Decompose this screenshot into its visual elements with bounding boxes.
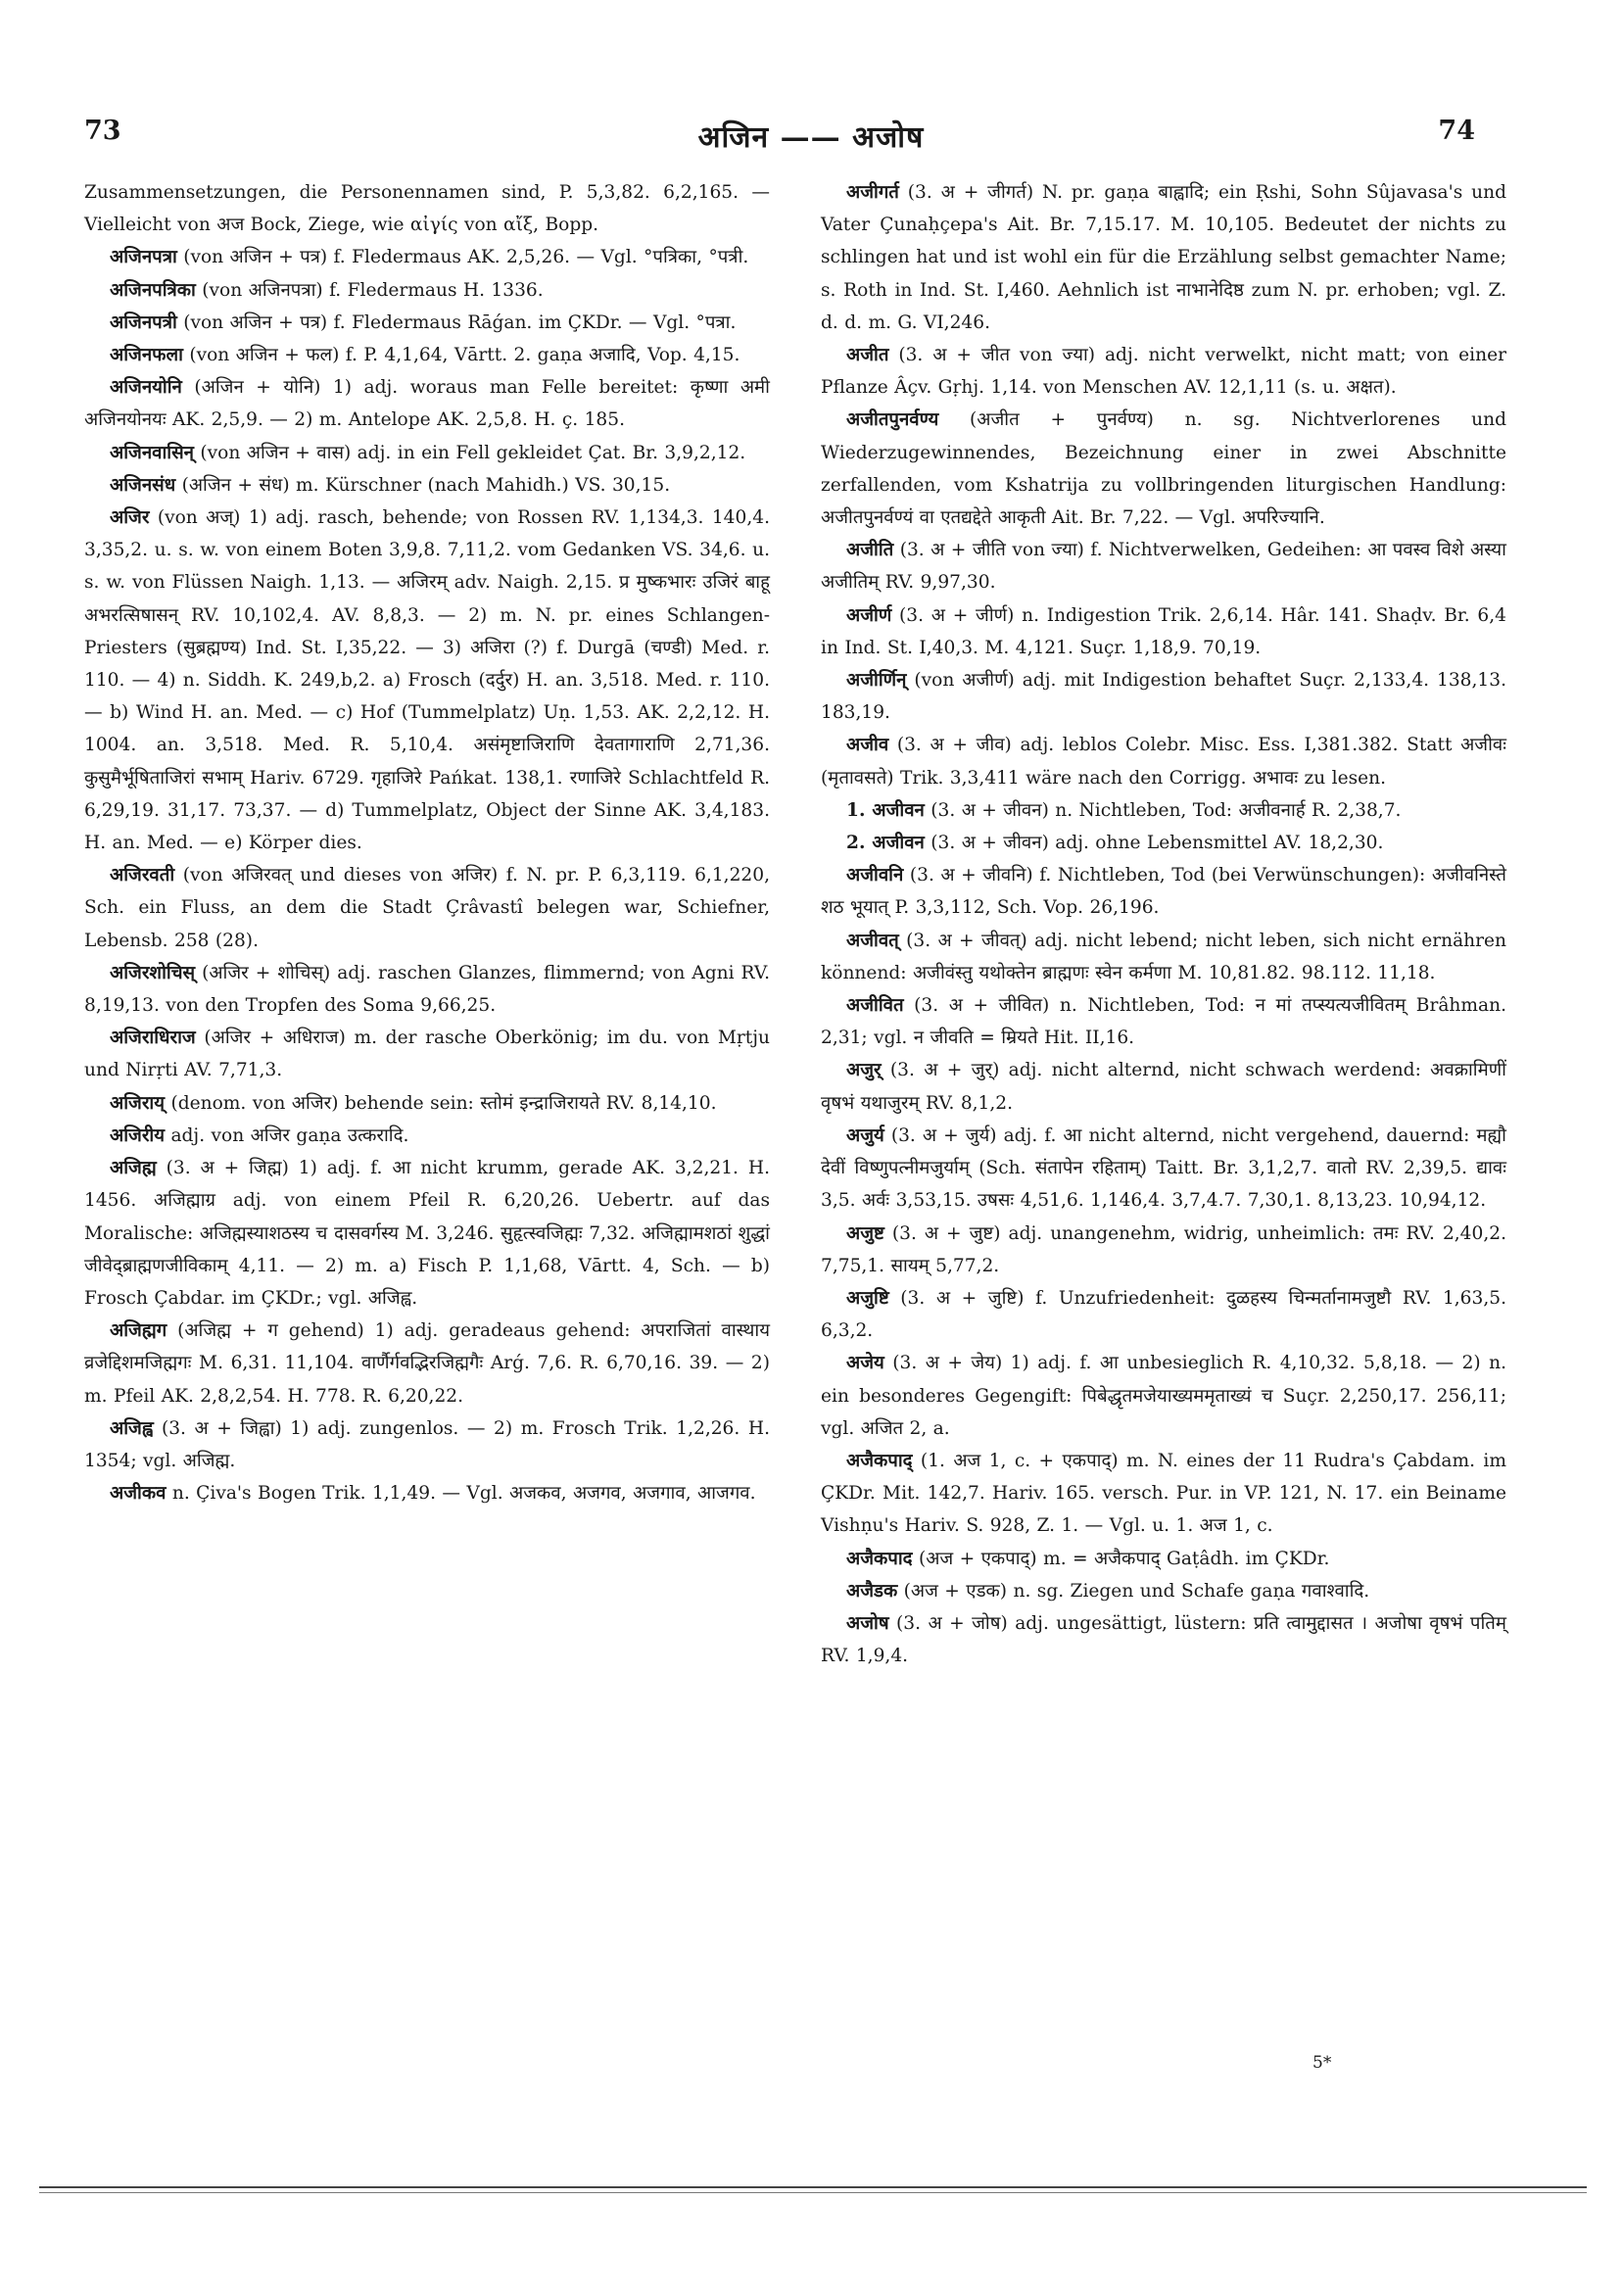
entry-lemma: अजीति [846, 540, 894, 561]
dictionary-entry [821, 989, 1506, 1054]
entry-lemma: 2. अजीवन [846, 833, 925, 854]
dictionary-entry [821, 534, 1506, 598]
entry-text: (3. अ + जीवनि) f. Nichtleben, Tod (bei Verwünschungen): अजीवनिस्ते शठ भूयात् P. 3,3,112, Sch. Vop. 26,196. [821, 865, 1506, 919]
entry-lemma: अजेय [846, 1353, 884, 1374]
running-headword-range: अजिन —— अजोष [697, 120, 925, 155]
entry-text: (von अजिन + पत्र) f. Fledermaus Rāǵan. im ÇKDr. — Vgl. °पत्रा. [176, 311, 737, 333]
entry-lemma: अजिह्मग [110, 1320, 167, 1342]
entry-text: (von अजिन + फल) f. P. 4,1,64, Vārtt. 2. gaṇa अजादि, Vop. 4,15. [182, 345, 740, 366]
printer-signature: 5* [1312, 2053, 1332, 2073]
entry-text: (3. अ + जुष्ट) adj. unangenehm, widrig, unheimlich: तमः RV. 2,40,2. 7,75,1. सायम् 5,77,2. [821, 1222, 1506, 1276]
dictionary-entry [821, 827, 1506, 859]
entry-lemma: अजिनयोनि [110, 377, 182, 399]
page-number-right: 74 [1438, 116, 1475, 146]
entry-lemma: अजिरवती [110, 865, 175, 886]
entry-text: (3. अ + जीव) adj. leblos Colebr. Misc. Ess. I,381.382. Statt अजीवः (मृतावसते) Trik. 3,3,411 wäre nach den Corrigg. अभावः zu lesen. [821, 735, 1506, 789]
entry-lemma: अजिरशोचिस् [110, 962, 196, 983]
entry-lemma: अजुष्ट [846, 1222, 884, 1244]
entry-lemma: अजीवित [846, 995, 904, 1017]
entry-text: (3. अ + जीर्ण) n. Indigestion Trik. 2,6,14. Hâr. 141. Shaḍv. Br. 6,4 in Ind. St. I,40,3. M. 4,121. Suçr. 1,18,9. 70,19. [821, 604, 1506, 658]
entry-lemma: अजुष्टि [846, 1287, 889, 1309]
entry-lemma: अजिनवासिन् [110, 442, 194, 463]
dictionary-entry [821, 1282, 1506, 1347]
dictionary-entry [84, 859, 770, 957]
dictionary-entry [821, 404, 1506, 534]
dictionary-entry [84, 274, 770, 307]
entry-text: (3. अ + जुष्टि) f. Unzufriedenheit: दुळहस्य चिन्मर्तानामजुष्टौ RV. 1,63,5. 6,3,2. [821, 1287, 1506, 1342]
dictionary-entry [84, 1315, 770, 1412]
dictionary-entry [84, 241, 770, 273]
entry-text: (3. अ + जुर्) adj. nicht alternd, nicht schwach werdend: अवक्रामिणीं वृषभं यथाजुरम् RV. 8,1,2. [821, 1060, 1506, 1114]
entry-lemma: अजिरीय [110, 1124, 166, 1146]
entry-text: (अज + एडक) n. sg. Ziegen und Schafe gaṇa गवाश्वादि. [897, 1580, 1370, 1602]
dictionary-entry [84, 1477, 770, 1509]
entry-text: (अजिन + संध) m. Kürschner (nach Mahidh.) VS. 30,15. [175, 474, 671, 496]
entry-text: (von अजिन + वास) adj. in ein Fell gekleidet Çat. Br. 3,9,2,12. [194, 442, 746, 463]
entry-text: (अजिन + योनि) 1) adj. woraus man Felle bereitet: कृष्णा अमी अजिनयोनयः AK. 2,5,9. — 2) m. Antelope AK. 2,5,8. H. ç. 185. [84, 377, 770, 431]
left-column [84, 176, 770, 1509]
entry-lemma: अजिनपत्रा [110, 247, 177, 268]
dictionary-entry [821, 1054, 1506, 1119]
entry-lemma: अजिराय् [110, 1092, 166, 1114]
dictionary-entry [821, 1543, 1506, 1575]
entry-text: (von अज्) 1) adj. rasch, behende; von Rossen RV. 1,134,3. 140,4. 3,35,2. u. s. w. von einem Boten 3,9,8. 7,11,2. vom Gedanken VS. 34,6. u. s. w. von Flüssen Naigh. 1,13. — अजिरम् adv. Naigh. 2,15. प्र मुष्कभारः उजिरं बाहू अभरत्सिषासन् RV. 10,102,4. AV. 8,8,3. — 2) m. N. pr. eines Schlangen-Priesters (सुब्रह्मण्य) Ind. St. I,35,22. — 3) अजिरा (?) f. Durgā (चण्डी) Med. r. 110. — 4) n. Siddh. K. 249,b,2. a) Frosch (दर्दुर) H. an. 3,518. Med. r. 110. — b) Wind H. an. Med. — c) Hof (Tummelplatz) Uṇ. 1,53. AK. 2,2,12. H. 1004. an. 3,518. Med. R. 5,10,4. असंमृष्टाजिराणि देवतागाराणि 2,71,36. कुसुमैर्भूषिताजिरां सभाम् Hariv. 6729. गृहाजिरे Pańkat. 138,1. रणाजिरे Schlachtfeld R. 6,29,19. 31,17. 73,37. — d) Tummelplatz, Object der Sinne AK. 3,4,183. H. an. Med. — e) Körper dies. [84, 507, 771, 854]
dictionary-entry [821, 1575, 1506, 1607]
right-column [821, 176, 1506, 1672]
entry-text: (3. अ + जिह्वा) 1) adj. zungenlos. — 2) m. Frosch Trik. 1,2,26. H. 1354; vgl. अजिह्म. [84, 1417, 770, 1471]
entry-text: (3. अ + जीवत्) adj. nicht lebend; nicht leben, sich nicht ernähren könnend: अजीवंस्तु यथोक्तेन ब्राह्मणः स्वेन कर्मणा M. 10,81.82. 98.112. 11,18. [821, 930, 1506, 983]
bottom-rule [39, 2186, 1587, 2188]
entry-text: (von अजिन + पत्र) f. Fledermaus AK. 2,5,26. — Vgl. °पत्रिका, °पत्री. [176, 247, 749, 268]
entry-lemma: अजीतपुनर्वण्य [846, 409, 939, 431]
dictionary-entry [84, 437, 770, 469]
entry-text: (3. अ + जीवन) n. Nichtleben, Tod: अजीवनार्ह R. 2,38,7. [924, 799, 1402, 821]
entry-lemma: अजीर्णिन् [846, 670, 907, 692]
dictionary-entry [821, 925, 1506, 989]
entry-lemma: अजैकपाद् [846, 1450, 913, 1471]
entry-lemma: अजीर्ण [846, 604, 892, 626]
entry-text: (3. अ + जुर्य) adj. f. आ nicht alternd, nicht vergehend, dauernd: मह्यौ देवीं विष्णुपत्नीमजुर्याम् (Sch. संतापेन रहिताम्) Taitt. Br. 3,1,2,7. वातो RV. 2,39,5. द्यावः 3,5. अर्वः 3,53,15. उषसः 4,51,6. 1,146,4. 3,7,4.7. 7,30,1. 8,13,23. 10,94,12. [821, 1124, 1506, 1212]
entry-lemma: अजिह्व [110, 1417, 154, 1439]
entry-lemma: अजीगर्त [846, 182, 899, 203]
entry-lemma: अजिह्म [110, 1158, 157, 1179]
bottom-rule-thin [39, 2192, 1587, 2193]
dictionary-entry [84, 1120, 770, 1152]
dictionary-entry [821, 599, 1506, 664]
dictionary-entry [821, 1445, 1506, 1543]
entry-text: (1. अज 1, c. + एकपाद्) m. N. eines der 11 Rudra's Çabdam. im ÇKDr. Mit. 142,7. Hariv. 165. versch. Pur. in VP. 121, N. 17. ein Beiname Vishṇu's Hariv. S. 928, Z. 1. — Vgl. u. 1. अज 1, c. [821, 1450, 1506, 1537]
entry-text: (3. अ + जीवन) adj. ohne Lebensmittel AV. 18,2,30. [924, 833, 1384, 854]
entry-text: (अजीत + पुनर्वण्य) n. sg. Nichtverlorenes und Wiederzugewinnendes, Bezeichnung einer in zwei Abschnitte zerfallenden, vom Kshatrija zu vollbringenden liturgischen Handlung: अजीतपुनर्वण्यं वा एतद्यद्देते आकृती Ait. Br. 7,22. — Vgl. अपरिज्यानि. [821, 409, 1506, 529]
entry-text: (3. अ + जोष) adj. ungesättigt, lüstern: प्रति त्वामुद्दासत । अजोषा वृषभं पतिम् RV. 1,9,4. [821, 1612, 1506, 1667]
entry-text: (अजिह्म + ग gehend) 1) adj. geradeaus gehend: अपराजितां वास्थाय व्रजेद्दिशमजिह्मगः M. 6,31. 11,104. वार्णैर्गवद्भिरजिह्मगैः Arǵ. 7,6. R. 6,70,16. 39. — 2) m. Pfeil AK. 2,8,2,54. H. 778. R. 6,20,22. [84, 1320, 770, 1407]
dictionary-entry [821, 1607, 1506, 1672]
entry-text: (अजिर + शोचिस्) adj. raschen Glanzes, flimmernd; von Agni RV. 8,19,13. von den Tropfen des Soma 9,66,25. [84, 962, 770, 1017]
entry-lemma: अजिर [110, 507, 150, 529]
entry-lemma: अजिनपत्री [110, 311, 177, 333]
entry-lemma: अजैडक [846, 1580, 898, 1602]
entry-text: (von अजीर्ण) adj. mit Indigestion behaftet Suçr. 2,133,4. 138,13. 183,19. [821, 670, 1506, 724]
page-number-left: 73 [84, 116, 121, 146]
entry-text: (3. अ + जीत von ज्या) adj. nicht verwelkt, nicht matt; von einer Pflanze Âçv. Gṛhj. 1,14. von Menschen AV. 12,1,11 (s. u. अक्षत). [821, 345, 1506, 399]
entry-lemma: अजिनफला [110, 345, 183, 366]
entry-text: (अजिर + अधिराज) m. der rasche Oberkönig; im du. von Mṛtju und Nirṛti AV. 7,71,3. [84, 1028, 770, 1081]
dictionary-entry [821, 664, 1506, 729]
dictionary-entry [84, 1022, 770, 1086]
dictionary-entry [84, 957, 770, 1022]
dictionary-entry [821, 729, 1506, 793]
entry-lemma: अजिनसंध [110, 474, 176, 496]
entry-text: (3. अ + जीगर्त) N. pr. gaṇa बाह्वादि; ein Ṛshi, Sohn Sûjavasa's und Vater Çunaḥçepa's Ait. Br. 7,15.17. M. 10,105. Bedeutet der nichts zu schlingen hat und ist wohl ein für die Erzählung selbst gemachter Name; s. Roth in Ind. St. I,460. Aehnlich ist नाभानेदिष्ठ zum N. pr. erhoben; vgl. Z. d. d. m. G. VI,246. [821, 182, 1506, 333]
entry-lemma: अजुर् [846, 1060, 882, 1081]
entry-lemma: अजीवनि [846, 865, 904, 886]
entry-lemma: अजैकपाद [846, 1548, 913, 1569]
dictionary-entry [84, 307, 770, 339]
dictionary-entry [821, 1347, 1506, 1445]
entry-lemma: अजिराधिराज [110, 1028, 196, 1049]
dictionary-entry [84, 1412, 770, 1477]
dictionary-entry [84, 371, 770, 436]
entry-lemma: अजोष [846, 1612, 889, 1634]
entry-lemma: अजिनपत्रिका [110, 279, 196, 301]
entry-lemma: अजीव [846, 735, 889, 756]
entry-text: adj. von अजिर gaṇa उत्करादि. [165, 1124, 409, 1146]
entry-text: Zusammensetzungen, die Personennamen sind, P. 5,3,82. 6,2,165. — Vielleicht von अज Bock, Ziege, wie αἰγίς von αἴξ, Bopp. [84, 182, 770, 236]
entry-text: (von अजिनपत्रा) f. Fledermaus H. 1336. [195, 279, 544, 301]
entry-lemma: अजीवत् [846, 930, 899, 951]
entry-text: (3. अ + जिह्म) 1) adj. f. आ nicht krumm, gerade AK. 3,2,21. H. 1456. अजिह्माग्र adj. von einem Pfeil R. 6,20,26. Uebertr. auf das Moralische: अजिह्मस्याशठस्य च दासवर्गस्य M. 3,246. सुहृत्स्वजिह्मः 7,32. अजिह्मामशठां शुद्धां जीवेद्ब्राह्मणजीविकाम् 4,11. — 2) m. a) Fisch P. 1,1,68, Vārtt. 4, Sch. — b) Frosch Çabdar. im ÇKDr.; vgl. अजिह्व. [84, 1158, 770, 1309]
entry-text: (3. अ + जेय) 1) adj. f. आ unbesieglich R. 4,10,32. 5,8,18. — 2) n. ein besonderes Gegengift: पिबेद्धृतमजेयाख्यममृताख्यं च Suçr. 2,250,17. 256,11; vgl. अजित 2, a. [821, 1353, 1506, 1439]
dictionary-entry [821, 794, 1506, 827]
entry-lemma: 1. अजीवन [846, 799, 925, 821]
dictionary-entry [84, 176, 770, 241]
dictionary-entry [821, 859, 1506, 924]
entry-text: (3. अ + जीवित) n. Nichtleben, Tod: न मां तप्स्यत्यजीवितम् Brâhman. 2,31; vgl. न जीवति = म्रियते Hit. II,16. [821, 995, 1506, 1049]
entry-lemma: अजुर्य [846, 1124, 884, 1146]
entry-text: n. Çiva's Bogen Trik. 1,1,49. — Vgl. अजकव, अजगव, अजगाव, आजगव. [166, 1483, 756, 1505]
dictionary-entry [821, 176, 1506, 339]
entry-text: (von अजिरवत् und dieses von अजिर) f. N. pr. P. 6,3,119. 6,1,220, Sch. ein Fluss, an dem die Stadt Çrâvastî belegen war, Schiefner, Lebensb. 258 (28). [84, 865, 770, 951]
entry-lemma: अजीत [846, 345, 889, 366]
entry-text: (अज + एकपाद्) m. = अजैकपाद् Gaṭâdh. im ÇKDr. [912, 1548, 1330, 1569]
dictionary-entry [821, 1218, 1506, 1282]
dictionary-entry [84, 502, 770, 859]
dictionary-entry [84, 339, 770, 371]
dictionary-entry [84, 469, 770, 502]
dictionary-entry [821, 339, 1506, 404]
entry-text: (denom. von अजिर) behende sein: स्तोमं इन्द्राजिरायते RV. 8,14,10. [165, 1092, 717, 1114]
dictionary-entry [84, 1152, 770, 1315]
entry-lemma: अजीकव [110, 1483, 167, 1505]
entry-text: (3. अ + जीति von ज्या) f. Nichtverwelken, Gedeihen: आ पवस्व विशे अस्या अजीतिम् RV. 9,97,30. [821, 540, 1506, 594]
dictionary-entry [821, 1120, 1506, 1218]
dictionary-entry [84, 1087, 770, 1120]
